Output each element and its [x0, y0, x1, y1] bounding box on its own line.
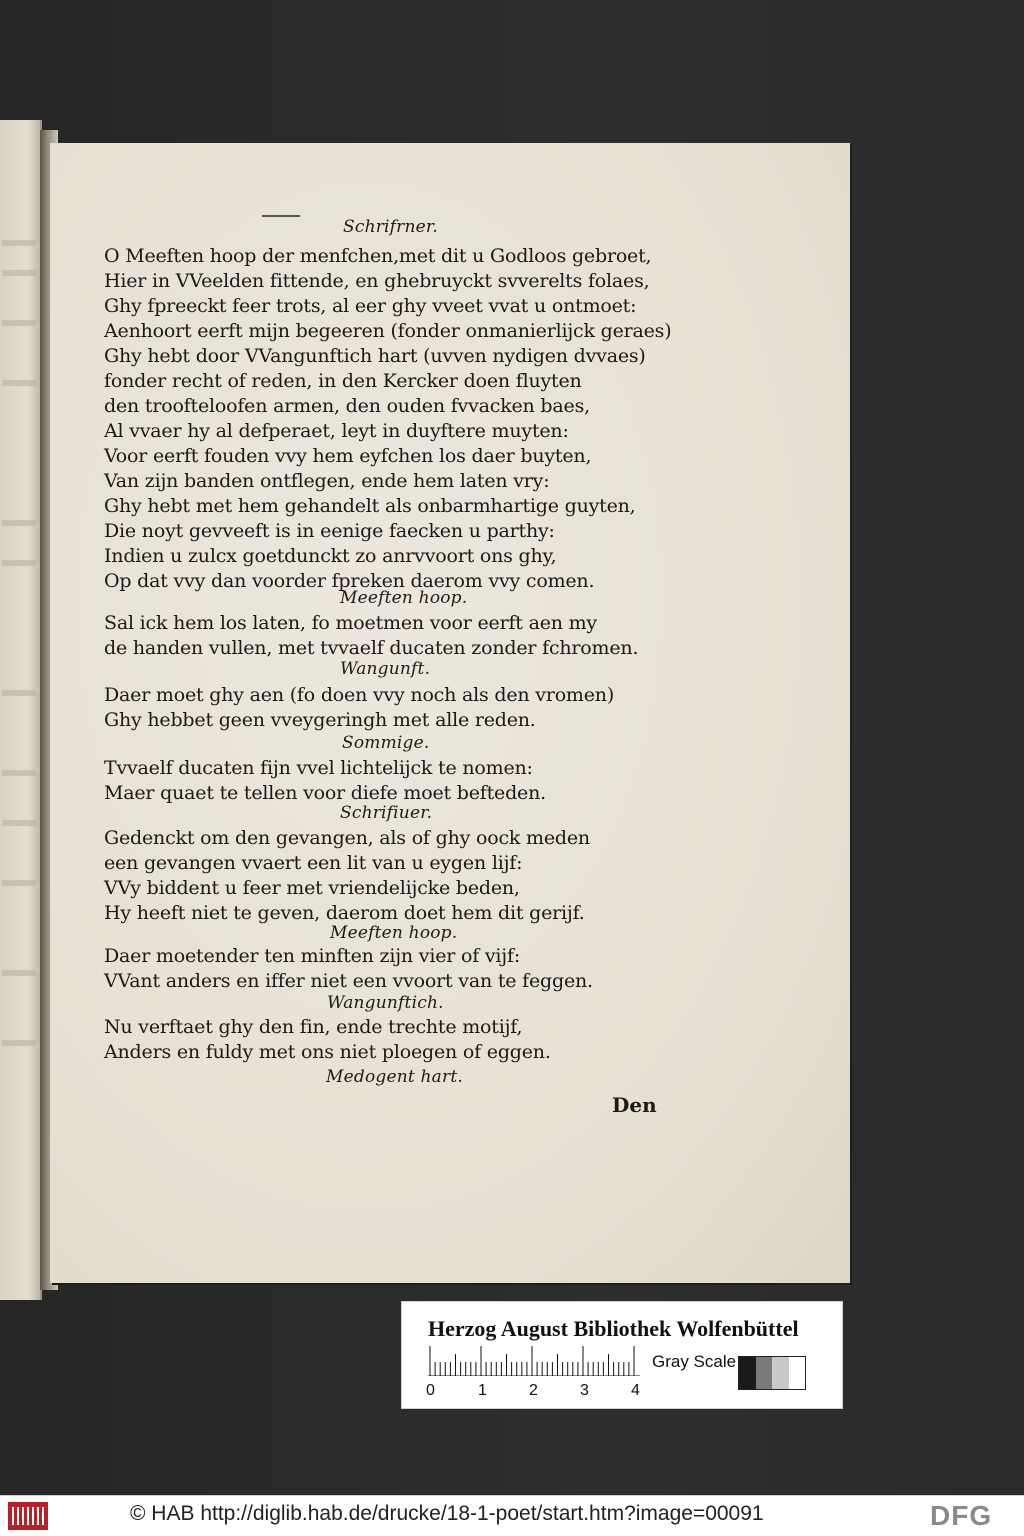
verse-line: Ghy fpreeckt feer trots, al eer ghy vveet vvat u ontmoet: [104, 295, 637, 317]
ghost-text-line [2, 240, 36, 246]
verse-line: VVant anders en iffer niet een vvoort van te feggen. [104, 970, 593, 992]
verse-line: een gevangen vvaert een lit van u eygen lijf: [104, 852, 523, 874]
verse-line: VVy biddent u feer met vriendelijcke beden, [104, 877, 520, 899]
verse-line: Daer moet ghy aen (fo doen vvy noch als den vromen) [104, 684, 615, 706]
verse-line: de handen vullen, met tvvaelf ducaten zonder fchromen. [104, 637, 639, 659]
verse-line: Sal ick hem los laten, fo moetmen voor eerft aen my [104, 612, 597, 634]
speaker-heading: Schrifiuer. [340, 803, 433, 823]
verse-line: Gedenckt om den gevangen, als of ghy oock meden [104, 827, 590, 849]
library-label [401, 1301, 843, 1409]
ghost-text-line [2, 320, 36, 326]
ruler-number: 3 [580, 1382, 589, 1399]
verse-line: Voor eerft fouden vvy hem eyfchen los daer buyten, [104, 445, 592, 467]
verse-line: Die noyt gevveeft is in eenige faecken u parthy: [104, 520, 555, 542]
ghost-text-line [2, 690, 36, 696]
speaker-heading: Medogent hart. [326, 1067, 463, 1087]
ghost-text-line [2, 270, 36, 276]
ruler-number: 4 [631, 1382, 640, 1399]
verse-line: O Meeften hoop der menfchen,met dit u Godloos gebroet, [104, 245, 652, 267]
ruler-number: 1 [478, 1382, 487, 1399]
speaker-heading: Sommige. [342, 733, 430, 753]
previous-page-edge [0, 120, 42, 1300]
verse-line: Hier in VVeelden fittende, en ghebruyckt svverelts folaes, [104, 270, 650, 292]
speaker-heading: Meeften hoop. [330, 923, 458, 943]
gray-swatch [756, 1357, 773, 1389]
ornament-rule [262, 215, 300, 217]
verse-line: Van zijn banden ontflegen, ende hem laten vry: [104, 470, 550, 492]
verse-line: Op dat vvy dan voorder fpreken daerom vvy comen. [104, 570, 595, 592]
verse-line: Hy heeft niet te geven, daerom doet hem dit gerijf. [104, 902, 585, 924]
gray-swatch [772, 1357, 789, 1389]
ghost-text-line [2, 880, 36, 886]
ghost-text-line [2, 970, 36, 976]
speaker-heading: Meeften hoop. [340, 588, 468, 608]
dfg-logo: DFG [930, 1500, 993, 1531]
verse-line: Tvvaelf ducaten fijn vvel lichtelijck te nomen: [104, 757, 533, 779]
verse-line: Ghy hebt met hem gehandelt als onbarmhartige guyten, [104, 495, 636, 517]
ghost-text-line [2, 520, 36, 526]
speaker-heading: Schrifrner. [343, 217, 438, 237]
ghost-text-line [2, 770, 36, 776]
verse-line: Daer moetender ten minften zijn vier of vijf: [104, 945, 521, 967]
gray-scale-swatch [738, 1356, 806, 1390]
library-name: Herzog August Bibliothek Wolfenbüttel [428, 1316, 799, 1341]
speaker-heading: Wangunft. [340, 659, 431, 679]
verse-line: Indien u zulcx goetdunckt zo anrvvoort ons ghy, [104, 545, 557, 567]
gray-swatch [789, 1357, 806, 1389]
verse-line: den troofteloofen armen, den ouden fvvacken baes, [104, 395, 590, 417]
ruler-number: 0 [426, 1382, 435, 1399]
verse-line: Anders en fuldy met ons niet ploegen of eggen. [104, 1041, 551, 1063]
ghost-text-line [2, 1040, 36, 1046]
hab-logo-icon [8, 1502, 48, 1530]
footer-bar [0, 1495, 1024, 1536]
verse-line: Ghy hebbet geen vveygeringh met alle reden. [104, 709, 536, 731]
verse-line: fonder recht of reden, in den Kercker doen fluyten [104, 370, 582, 392]
ghost-text-line [2, 560, 36, 566]
copyright-url[interactable]: © HAB http://diglib.hab.de/drucke/18-1-poet/start.htm?image=00091 [130, 1502, 764, 1525]
verse-line: Ghy hebt door VVangunftich hart (uvven nydigen dvvaes) [104, 345, 646, 367]
ghost-text-line [2, 380, 36, 386]
verse-line: Aenhoort eerft mijn begeeren (fonder onmanierlijck geraes) [104, 320, 672, 342]
verse-line: Maer quaet te tellen voor diefe moet befteden. [104, 782, 546, 804]
gray-scale-label: Gray Scale [652, 1352, 737, 1371]
verse-line: Nu verftaet ghy den fin, ende trechte motijf, [104, 1016, 523, 1038]
gray-swatch [739, 1357, 756, 1389]
catchword: Den [612, 1093, 657, 1117]
ghost-text-line [2, 820, 36, 826]
scale-ruler [428, 1346, 640, 1376]
ruler-number: 2 [529, 1382, 538, 1399]
speaker-heading: Wangunftich. [327, 993, 444, 1013]
verse-line: Al vvaer hy al defperaet, leyt in duyftere muyten: [104, 420, 569, 442]
